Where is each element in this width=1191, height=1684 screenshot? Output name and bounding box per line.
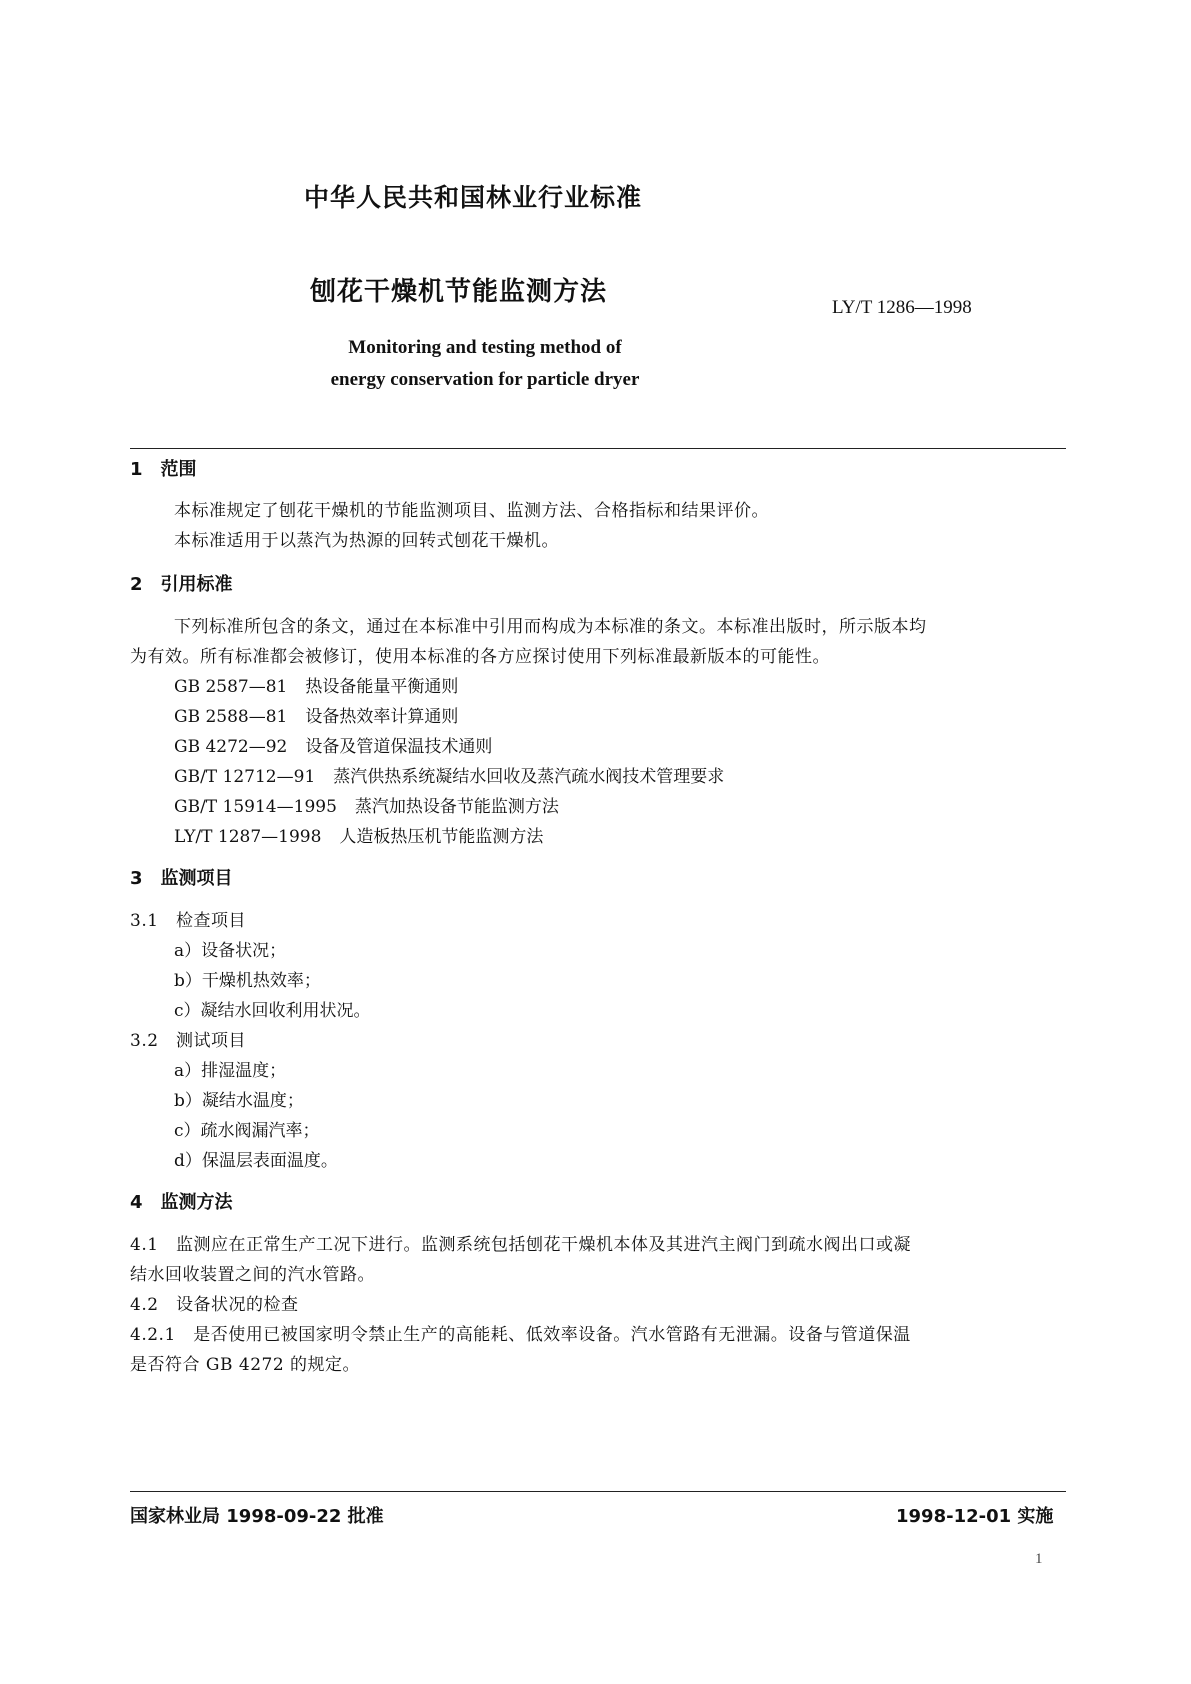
title-en-line-2: energy conservation for particle dryer [330, 369, 640, 390]
list-item: c）凝结水回收利用状况。 [174, 1001, 371, 1021]
reference-code: GB 4272—92 [174, 737, 288, 757]
reference-code: GB/T 12712—91 [174, 767, 316, 787]
reference-item [174, 792, 559, 817]
header-divider [130, 448, 1066, 449]
list-item: b）干燥机热效率； [174, 971, 321, 991]
document-title-en [300, 332, 670, 396]
reference-code: GB 2587—81 [174, 677, 288, 697]
clause-4-2-1-line-1: 4.2.1 是否使用已被国家明令禁止生产的高能耗、低效率设备。汽水管路有无泄漏。设备与管道保温 [130, 1325, 911, 1345]
section-2-paragraph-line-1: 下列标准所包含的条文，通过在本标准中引用而构成为本标准的条文。本标准出版时，所示版本均 [174, 617, 927, 637]
page-number: 1 [1035, 1551, 1043, 1567]
list-item: a）排湿温度； [174, 1061, 287, 1081]
reference-title: 蒸汽加热设备节能监测方法 [354, 797, 559, 817]
section-4-heading: 4 监测方法 [130, 1192, 233, 1213]
standard-category-title: 中华人民共和国林业行业标准 [304, 183, 643, 212]
standard-code: LY/T 1286—1998 [832, 297, 972, 318]
list-item: d）保温层表面温度。 [174, 1151, 338, 1171]
reference-item [174, 702, 458, 727]
reference-title: 人造板热压机节能监测方法 [339, 827, 544, 847]
reference-item [174, 732, 492, 757]
section-2-heading: 2 引用标准 [130, 574, 233, 595]
list-item: c）疏水阀漏汽率； [174, 1121, 320, 1141]
reference-title: 设备热效率计算通则 [305, 707, 459, 727]
reference-item [174, 762, 724, 787]
clause-4-2-1-line-2: 是否符合 GB 4272 的规定。 [130, 1355, 361, 1375]
document-title-cn: 刨花干燥机节能监测方法 [310, 277, 608, 307]
reference-title: 蒸汽供热系统凝结水回收及蒸汽疏水阀技术管理要求 [333, 767, 725, 787]
section-1-paragraph-2: 本标准适用于以蒸汽为热源的回转式刨花干燥机。 [174, 531, 559, 551]
list-item: a）设备状况； [174, 941, 287, 961]
section-1-heading: 1 范围 [130, 459, 197, 480]
subsection-3-2-heading: 3.2 测试项目 [130, 1031, 247, 1051]
footer-divider [130, 1491, 1066, 1492]
reference-code: GB/T 15914—1995 [174, 797, 337, 817]
approval-date: 国家林业局 1998-09-22 批准 [130, 1506, 384, 1527]
clause-4-2-heading: 4.2 设备状况的检查 [130, 1295, 299, 1315]
clause-4-1-line-2: 结水回收装置之间的汽水管路。 [130, 1265, 375, 1285]
reference-code: LY/T 1287—1998 [174, 827, 322, 847]
effective-date: 1998-12-01 实施 [896, 1506, 1054, 1527]
section-2-paragraph-line-2: 为有效。所有标准都会被修订，使用本标准的各方应探讨使用下列标准最新版本的可能性。 [130, 647, 830, 667]
section-1-paragraph-1: 本标准规定了刨花干燥机的节能监测项目、监测方法、合格指标和结果评价。 [174, 501, 769, 521]
section-3-heading: 3 监测项目 [130, 868, 233, 889]
reference-code: GB 2588—81 [174, 707, 288, 727]
list-item: b）凝结水温度； [174, 1091, 304, 1111]
reference-item [174, 822, 543, 847]
clause-4-1-line-1: 4.1 监测应在正常生产工况下进行。监测系统包括刨花干燥机本体及其进汽主阀门到疏水阀出口或凝 [130, 1235, 912, 1255]
reference-title: 设备及管道保温技术通则 [305, 737, 493, 757]
reference-item [174, 672, 458, 697]
reference-title: 热设备能量平衡通则 [305, 677, 459, 697]
subsection-3-1-heading: 3.1 检查项目 [130, 911, 247, 931]
title-en-line-1: Monitoring and testing method of [348, 337, 622, 358]
